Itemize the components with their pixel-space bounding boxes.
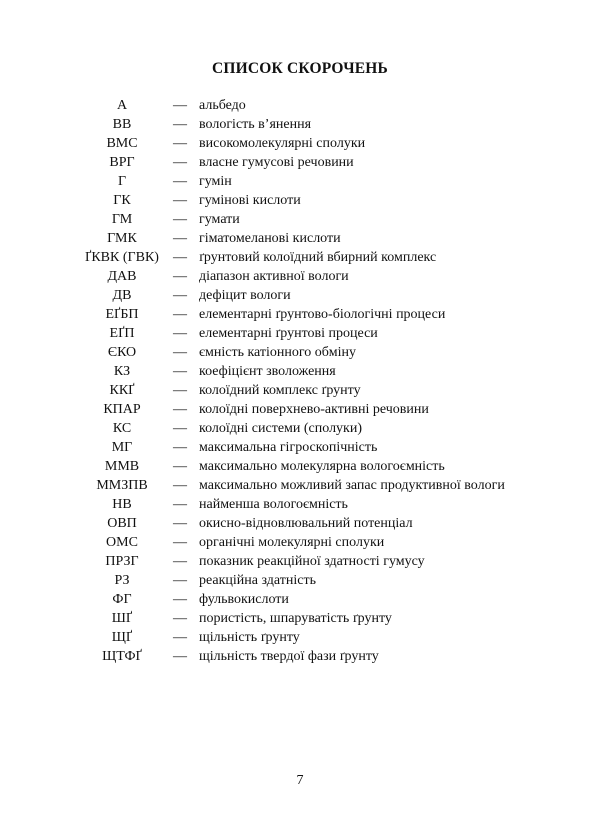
abbreviation-dash: — (173, 117, 187, 132)
abbreviation-definition: найменша вологоємність (199, 497, 348, 512)
abbreviation-term: ШҐ (111, 611, 133, 626)
abbreviation-definition: діапазон активної вологи (199, 269, 349, 284)
abbreviation-dash: — (173, 98, 187, 113)
abbreviation-definition: гумінові кислоти (199, 193, 301, 208)
abbreviation-dash: — (173, 402, 187, 417)
abbreviation-row (0, 134, 600, 153)
abbreviation-term: НВ (112, 497, 132, 512)
abbreviation-term: ММВ (104, 459, 140, 474)
abbreviation-term: ЄКО (107, 345, 137, 360)
abbreviation-definition: колоїдний комплекс ґрунту (199, 383, 361, 398)
abbreviation-dash: — (173, 212, 187, 227)
abbreviation-dash: — (173, 573, 187, 588)
abbreviation-dash: — (173, 250, 187, 265)
abbreviation-row (0, 343, 600, 362)
abbreviation-term: ВВ (112, 117, 132, 132)
abbreviation-term: ЩТФҐ (102, 649, 142, 664)
abbreviation-definition: колоїдні поверхнево-активні речовини (199, 402, 429, 417)
abbreviation-definition: фульвокислоти (199, 592, 289, 607)
abbreviation-dash: — (173, 269, 187, 284)
abbreviation-term: А (116, 98, 128, 113)
abbreviation-definition: колоїдні системи (сполуки) (199, 421, 363, 436)
abbreviation-term: ВРГ (109, 155, 135, 170)
abbreviation-definition: елементарні ґрунтові процеси (199, 326, 378, 341)
abbreviation-term: ҐКВК (ГВК) (85, 250, 159, 265)
abbreviation-definition: гіматомеланові кислоти (199, 231, 341, 246)
abbreviation-definition: органічні молекулярні сполуки (199, 535, 385, 550)
abbreviation-dash: — (173, 649, 187, 664)
abbreviation-row (0, 438, 600, 457)
abbreviation-dash: — (173, 288, 187, 303)
abbreviation-term: ГК (113, 193, 131, 208)
abbreviation-row (0, 324, 600, 343)
abbreviation-term: ЕҐБП (105, 307, 139, 322)
abbreviation-row (0, 96, 600, 115)
abbreviation-row (0, 419, 600, 438)
abbreviation-row (0, 286, 600, 305)
abbreviation-definition: альбедо (199, 98, 246, 113)
abbreviation-definition: щільність твердої фази ґрунту (199, 649, 379, 664)
abbreviation-dash: — (173, 516, 187, 531)
abbreviation-row (0, 229, 600, 248)
abbreviation-definition: реакційна здатність (199, 573, 316, 588)
abbreviation-definition: максимальна гігроскопічність (199, 440, 378, 455)
abbreviation-definition: дефіцит вологи (199, 288, 291, 303)
abbreviation-row (0, 590, 600, 609)
abbreviation-term: ГМК (107, 231, 137, 246)
abbreviation-term: РЗ (114, 573, 130, 588)
abbreviation-row (0, 628, 600, 647)
abbreviation-definition: гумати (199, 212, 240, 227)
abbreviation-term: ЕҐП (109, 326, 135, 341)
abbreviation-term: ОВП (107, 516, 137, 531)
abbreviation-row (0, 115, 600, 134)
abbreviation-term: ККҐ (109, 383, 135, 398)
abbreviation-row (0, 153, 600, 172)
abbreviation-definition: високомолекулярні сполуки (199, 136, 366, 151)
abbreviation-definition: гумін (199, 174, 232, 189)
abbreviation-dash: — (173, 592, 187, 607)
abbreviation-dash: — (173, 345, 187, 360)
abbreviation-term: ММЗПВ (96, 478, 148, 493)
abbreviation-row (0, 381, 600, 400)
abbreviation-definition: ґрунтовий колоїдний вбирний комплекс (199, 250, 437, 265)
abbreviation-dash: — (173, 630, 187, 645)
abbreviation-dash: — (173, 497, 187, 512)
abbreviation-term: ДАВ (107, 269, 137, 284)
abbreviation-term: ЩҐ (111, 630, 133, 645)
abbreviation-row (0, 248, 600, 267)
abbreviation-definition: ємність катіонного обміну (199, 345, 357, 360)
abbreviation-term: КПАР (103, 402, 141, 417)
abbreviation-term: ФГ (112, 592, 132, 607)
abbreviation-row (0, 210, 600, 229)
abbreviation-row (0, 400, 600, 419)
abbreviation-row (0, 172, 600, 191)
abbreviation-definition: максимально молекулярна вологоємність (199, 459, 445, 474)
abbreviation-dash: — (173, 155, 187, 170)
abbreviation-row (0, 647, 600, 666)
abbreviation-row (0, 609, 600, 628)
abbreviation-dash: — (173, 231, 187, 246)
abbreviation-row (0, 495, 600, 514)
abbreviation-dash: — (173, 174, 187, 189)
abbreviation-definition: коефіцієнт зволоження (199, 364, 336, 379)
abbreviation-dash: — (173, 136, 187, 151)
abbreviation-row (0, 362, 600, 381)
abbreviation-term: КС (112, 421, 132, 436)
abbreviation-row (0, 305, 600, 324)
abbreviation-term: МГ (111, 440, 133, 455)
abbreviation-term: ГМ (111, 212, 133, 227)
abbreviation-dash: — (173, 421, 187, 436)
abbreviation-definition: власне гумусові речовини (199, 155, 354, 170)
abbreviation-term: ВМС (106, 136, 138, 151)
abbreviation-term: Г (117, 174, 127, 189)
page-title: СПИСОК СКОРОЧЕНЬ (211, 60, 389, 77)
abbreviation-term: ОМС (106, 535, 138, 550)
abbreviation-definition: окисно-відновлювальний потенціал (199, 516, 413, 531)
abbreviation-row (0, 457, 600, 476)
abbreviation-dash: — (173, 478, 187, 493)
abbreviation-dash: — (173, 307, 187, 322)
abbreviation-row (0, 514, 600, 533)
abbreviation-definition: показник реакційної здатності гумусу (199, 554, 425, 569)
abbreviation-dash: — (173, 326, 187, 341)
abbreviation-definition: пористість, шпаруватість ґрунту (199, 611, 392, 626)
abbreviation-row (0, 191, 600, 210)
abbreviation-dash: — (173, 535, 187, 550)
abbreviation-list (0, 96, 600, 666)
abbreviation-dash: — (173, 440, 187, 455)
abbreviation-definition: вологість в’янення (199, 117, 312, 132)
abbreviation-term: ДВ (112, 288, 132, 303)
abbreviation-dash: — (173, 459, 187, 474)
abbreviation-term: КЗ (113, 364, 131, 379)
abbreviation-dash: — (173, 554, 187, 569)
page-number: 7 (296, 773, 304, 788)
abbreviation-row (0, 476, 600, 495)
abbreviation-row (0, 267, 600, 286)
abbreviation-dash: — (173, 193, 187, 208)
abbreviation-row (0, 571, 600, 590)
abbreviation-dash: — (173, 383, 187, 398)
abbreviation-definition: максимально можливий запас продуктивної вологи (199, 478, 505, 493)
abbreviation-definition: щільність ґрунту (199, 630, 300, 645)
abbreviation-row (0, 552, 600, 571)
abbreviation-definition: елементарні ґрунтово-біологічні процеси (199, 307, 446, 322)
abbreviation-row (0, 533, 600, 552)
abbreviation-dash: — (173, 611, 187, 626)
abbreviation-dash: — (173, 364, 187, 379)
abbreviation-term: ПРЗГ (105, 554, 139, 569)
